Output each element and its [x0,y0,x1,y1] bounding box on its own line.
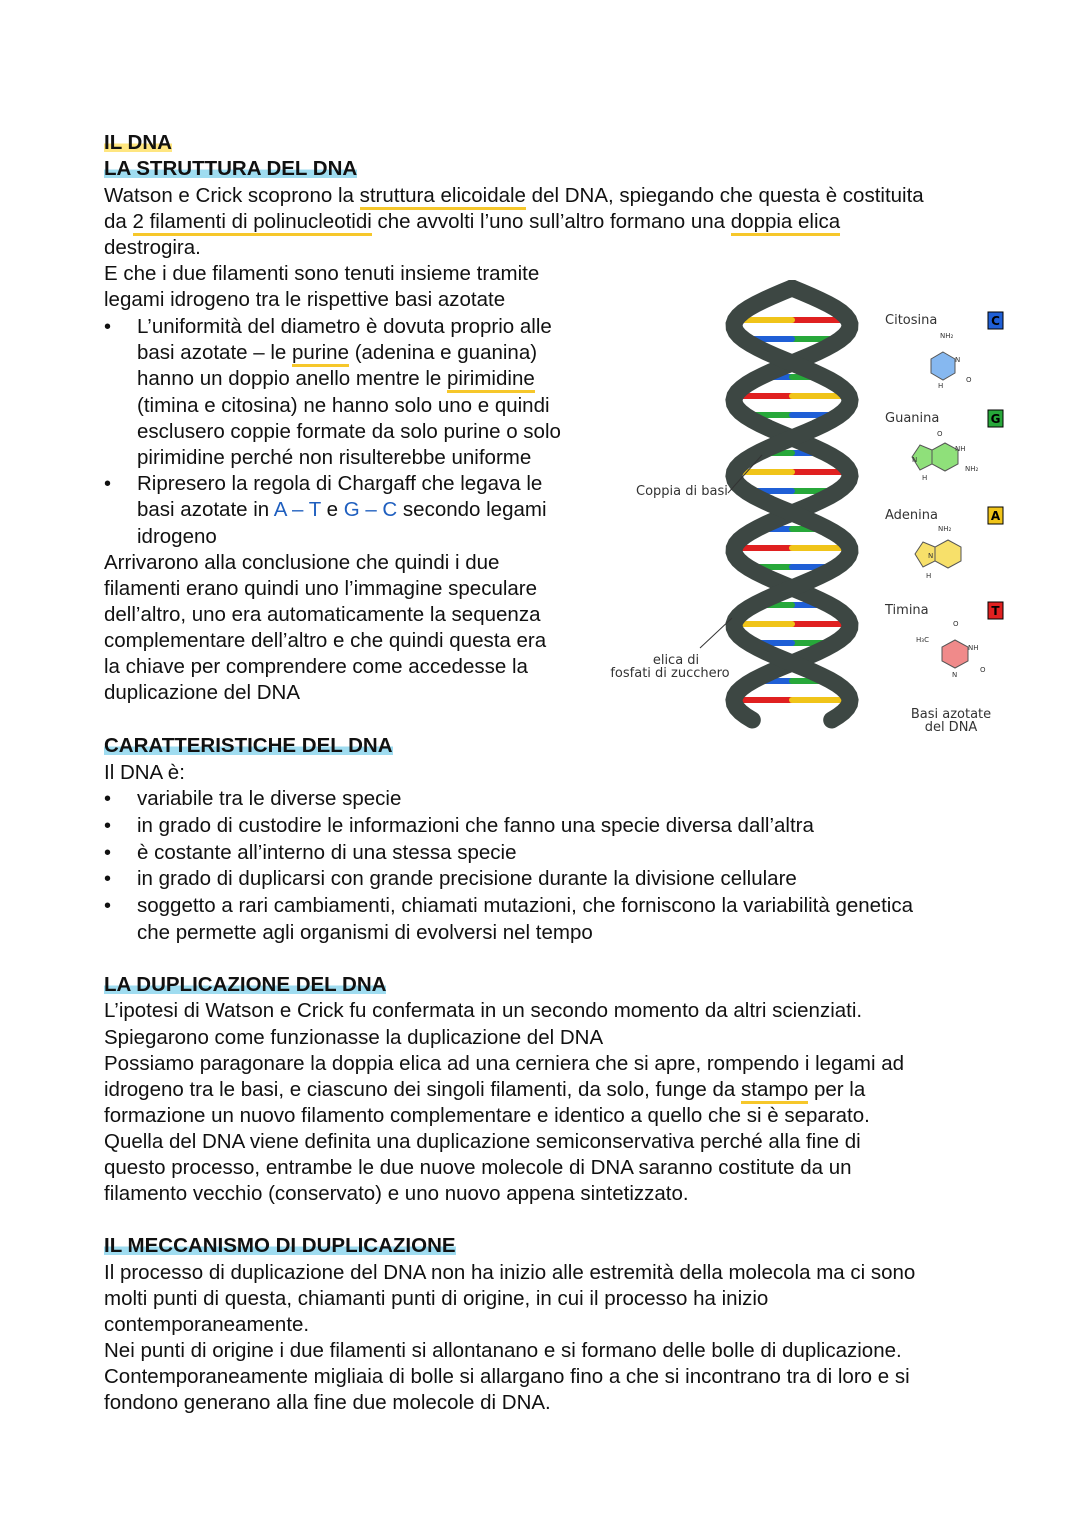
paragraph-line: Il DNA è: [104,761,185,784]
paragraph-line: E che i due filamenti sono tenuti insieme tramite [104,262,540,285]
paragraph-line: filamenti erano quindi uno l’immagine speculare [104,577,538,600]
list-item: • è costante all’interno di una stessa specie [104,840,913,867]
chem-label: H [938,382,944,390]
chem-label: O [980,666,986,674]
paragraph-line: destrogira. [104,236,201,259]
paragraph-line: filamento vecchio (conservato) e uno nuovo appena sintetizzato. [104,1182,689,1205]
paragraph-line: Quella del DNA viene definita una duplicazione semiconservativa perché alla fine di [104,1130,861,1153]
base-letter-c: C [991,314,1000,328]
base-name-thymine: Timina [885,603,929,618]
chem-label: H [926,572,932,580]
base-name-adenine: Adenina [885,508,938,523]
paragraph-line: da 2 filamenti di polinucleotidi che avvolti l’uno sull’altro formano una doppia elica [104,209,840,235]
dna-figure [600,280,1020,740]
paragraph-line: questo processo, entrambe le due nuove molecole di DNA saranno costitute da un [104,1156,852,1179]
list-item: • soggetto a rari cambiamenti, chiamati mutazioni, che forniscono la variabilità genetica che permette agli organismi di evolversi nel tempo [104,893,913,947]
paragraph-line: dell’altro, uno era automaticamente la sequenza [104,603,541,626]
figure-caption-2: del DNA [924,720,978,735]
cytosine-molecule [931,352,955,380]
chem-label: NH₂ [938,525,952,533]
paragraph-line: Spiegarono come funzionasse la duplicazione del DNA [104,1026,604,1049]
base-letter-a: A [990,509,1001,523]
section-heading-mechanism: IL MECCANISMO DI DUPLICAZIONE [104,1234,456,1257]
base-name-cytosine: Citosina [885,313,938,328]
list-item: • variabile tra le diverse specie [104,786,913,813]
list-item: • in grado di duplicarsi con grande precisione durante la divisione cellulare [104,866,913,893]
paragraph-line: L’ipotesi di Watson e Crick fu confermata in un secondo momento da altri scienziati. [104,999,863,1022]
list-item: • L’uniformità del diametro è dovuta proprio alle basi azotate – le purine (adenina e guanina) hanno un doppio anello mentre le pirimidine (timina e citosina) ne hanno solo uno e quindi esclusero coppie formate da solo purine o solo pirimidine perché non risulterebbe uniforme [104,314,561,471]
section-heading-characteristics: CARATTERISTICHE DEL DNA [104,734,393,757]
page-title: IL DNA [104,131,172,154]
adenine-molecule [935,540,961,568]
paragraph-line: la chiave per comprendere come accedesse la [104,655,528,678]
label-helix-1: elica di [652,653,700,668]
chem-label: NH [955,445,966,453]
paragraph-line: Nei punti di origine i due filamenti si allontanano e si formano delle bolle di duplicazione. [104,1339,902,1362]
chem-label: H [922,474,928,482]
chem-label: O [937,430,943,438]
chem-label: O [953,620,959,628]
section-heading-structure: LA STRUTTURA DEL DNA [104,157,358,180]
chem-label: N [928,552,934,560]
paragraph-line: Possiamo paragonare la doppia elica ad una cerniera che si apre, rompendo i legami ad [104,1052,904,1075]
chem-label: NH₂ [940,332,954,340]
list-item: • Ripresero la regola di Chargaff che legava le basi azotate in A – T e G – C secondo legami idrogeno [104,471,561,550]
chem-label: NH₂ [965,465,979,473]
label-helix-2: fosfati di zucchero [610,666,730,681]
paragraph-line: fondono generano alla fine due molecole di DNA. [104,1391,551,1414]
double-helix-illustration [734,288,850,720]
characteristics-list [104,786,913,947]
paragraph-line: Arrivarono alla conclusione che quindi i due [104,551,500,574]
label-base-pair: Coppia di basi [636,484,728,499]
section-heading-duplication: LA DUPLICAZIONE DEL DNA [104,973,387,996]
chem-label: H₃C [916,636,929,644]
paragraph-line: formazione un nuovo filamento complementare e identico a quello che si è separato. [104,1104,870,1127]
paragraph-line: contemporaneamente. [104,1313,310,1336]
chem-label: N [952,671,958,679]
base-letter-t: T [991,604,1000,618]
pointer-line [700,618,732,648]
chem-label: N [955,356,961,364]
paragraph-line: legami idrogeno tra le rispettive basi azotate [104,288,506,311]
figure-caption-1: Basi azotate [910,707,992,722]
thymine-molecule [942,640,968,668]
chem-label: O [966,376,972,384]
paragraph-line: duplicazione del DNA [104,681,301,704]
structure-bullets [104,314,561,550]
paragraph-line: Il processo di duplicazione del DNA non ha inizio alle estremità della molecola ma ci sono [104,1261,916,1284]
list-item: • in grado di custodire le informazioni che fanno una specie diversa dall’altra [104,813,913,840]
paragraph-line: molti punti di questa, chiamanti punti di origine, in cui il processo ha inizio [104,1287,769,1310]
base-letter-g: G [990,412,1001,426]
paragraph-line: Watson e Crick scoprono la struttura elicoidale del DNA, spiegando che questa è costituita [104,183,924,209]
chem-label: NH [968,644,979,652]
paragraph-line: complementare dell’altro e che quindi questa era [104,629,547,652]
paragraph-line: idrogeno tra le basi, e ciascuno dei singoli filamenti, da solo, funge da stampo per la [104,1077,865,1103]
base-name-guanine: Guanina [885,411,940,426]
chem-label: N [912,456,918,464]
paragraph-line: Contemporaneamente migliaia di bolle si allargano fino a che si incontrano tra di loro e si [104,1365,910,1388]
